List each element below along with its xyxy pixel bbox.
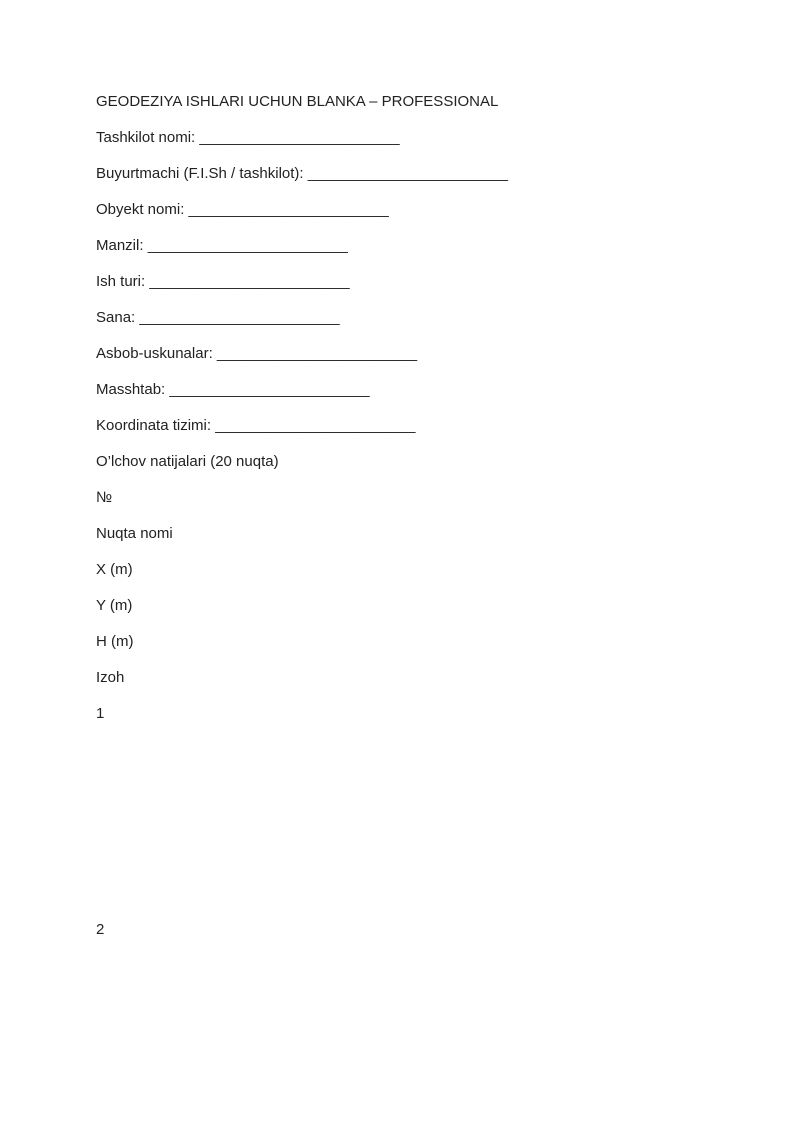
table-header-nuqta-nomi: Nuqta nomi bbox=[96, 525, 173, 542]
row-number-2: 2 bbox=[96, 921, 105, 938]
row-number-1: 1 bbox=[96, 705, 105, 722]
field-tashkilot-nomi bbox=[96, 128, 740, 148]
field-blank-line: ________________________ bbox=[307, 165, 508, 182]
empty-cell-line bbox=[96, 776, 740, 796]
field-label: Buyurtmachi (F.I.Sh / tashkilot): bbox=[96, 165, 304, 182]
field-obyekt-nomi bbox=[96, 200, 740, 220]
field-blank-line: ________________________ bbox=[169, 381, 370, 398]
field-label: Obyekt nomi: bbox=[96, 201, 185, 218]
field-blank-line: ________________________ bbox=[188, 201, 389, 218]
table-header-izoh: Izoh bbox=[96, 669, 125, 686]
field-label: Tashkilot nomi: bbox=[96, 129, 196, 146]
table-header-number: № bbox=[96, 489, 113, 506]
field-koordinata-tizimi bbox=[96, 416, 740, 436]
field-masshtab bbox=[96, 380, 740, 400]
empty-cell-line bbox=[96, 848, 740, 868]
field-buyurtmachi bbox=[96, 164, 740, 184]
field-label: Sana: bbox=[96, 309, 136, 326]
section-heading-olchov-natijalari: O’lchov natijalari (20 nuqta) bbox=[96, 453, 279, 470]
field-blank-line: ________________________ bbox=[216, 345, 418, 362]
empty-cell-line bbox=[96, 884, 740, 904]
document-title: GEODEZIYA ISHLARI UCHUN BLANKA – PROFESSIONAL bbox=[96, 93, 499, 110]
field-blank-line: ________________________ bbox=[147, 237, 348, 254]
field-label: Ish turi: bbox=[96, 273, 146, 290]
field-label: Asbob-uskunalar: bbox=[96, 345, 213, 362]
field-label: Masshtab: bbox=[96, 381, 166, 398]
empty-cell-line bbox=[96, 740, 740, 760]
field-blank-line: ________________________ bbox=[149, 273, 350, 290]
table-header-h-m: H (m) bbox=[96, 633, 134, 650]
field-blank-line: ________________________ bbox=[215, 417, 416, 434]
field-ish-turi bbox=[96, 272, 740, 292]
field-sana bbox=[96, 308, 740, 328]
empty-cell-line bbox=[96, 812, 740, 832]
field-blank-line: ________________________ bbox=[199, 129, 400, 146]
table-header-x-m: X (m) bbox=[96, 561, 133, 578]
field-manzil bbox=[96, 236, 740, 256]
table-header-y-m: Y (m) bbox=[96, 597, 133, 614]
field-label: Koordinata tizimi: bbox=[96, 417, 212, 434]
field-blank-line: ________________________ bbox=[139, 309, 340, 326]
field-label: Manzil: bbox=[96, 237, 144, 254]
field-asbob-uskunalar bbox=[96, 344, 740, 364]
